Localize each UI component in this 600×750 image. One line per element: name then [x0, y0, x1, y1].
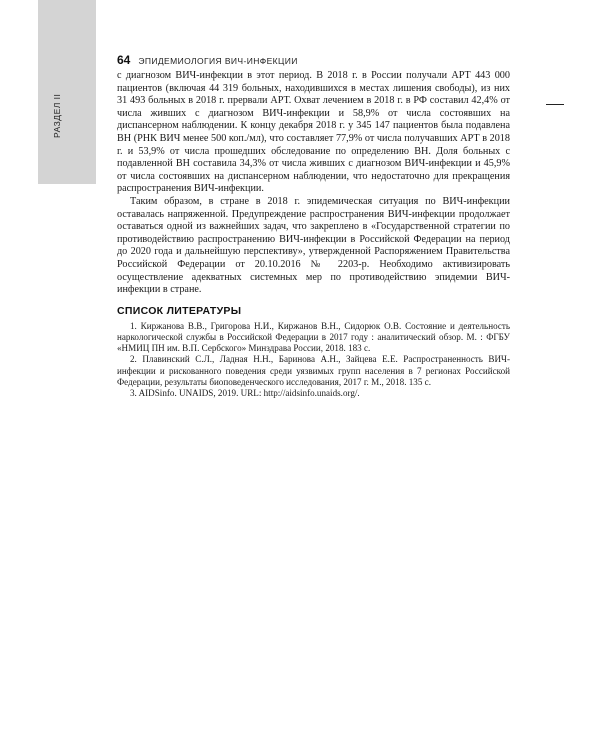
- reference-item: 1. Киржанова В.В., Григорова Н.И., Киржанов В.Н., Сидорюк О.В. Состояние и деятельность наркологической службы в Российской Федерации в 2017 году : аналитический обзор. М. : ФГБУ «НМИЦ ПН им. В.П. Сербского» Минздрава России, 2018. 183 с.: [117, 320, 510, 354]
- references-list: [117, 321, 510, 399]
- running-header: [117, 53, 298, 67]
- page-number: 64: [117, 53, 131, 67]
- page-content: [117, 70, 510, 399]
- references-heading: СПИСОК ЛИТЕРАТУРЫ: [117, 304, 242, 317]
- section-label: РАЗДЕЛ II: [52, 93, 62, 138]
- reference-item: 2. Плавинский С.Л., Ладная Н.Н., Баринова А.Н., Зайцева Е.Е. Распространенность ВИЧ-инфекции и рискованного поведения среди уязвимых групп населения в 7 регионах Российской Федерации, результаты биоповеденческого исследования, 2017 г. М., 2018. 135 с.: [117, 354, 510, 387]
- section-side-tab: [38, 0, 96, 184]
- body-paragraph: с диагнозом ВИЧ-инфекции в этот период. В 2018 г. в России получали АРТ 443 000 пациентов (включая 44 319 больных, находившихся в местах лишения свободы), из них 31 493 больных в 2018 г. прервали АРТ. Охват лечением в 2018 г. в РФ составил 42,4% от числа живших с диагнозом ВИЧ-инфекции и 58,9% от числа состоявших на диспансерном наблюдении. К концу декабря 2018 г. у 345 147 пациентов была подавлена ВН (РНК ВИЧ менее 500 коп./мл), что составляет 77,9% от числа получавших АРТ в 2018 г. и 53,9% от числа прошедших обследование по определению ВН. Доля больных с подавленной ВН составила 34,3% от числа живших с диагнозом ВИЧ-инфекции и 45,9% от числа состоявших на диспансерном наблюдении, что недостаточно для прекращения распространения ВИЧ-инфекции.: [117, 70, 510, 195]
- running-title: ЭПИДЕМИОЛОГИЯ ВИЧ-ИНФЕКЦИИ: [138, 56, 298, 66]
- body-paragraph: Таким образом, в стране в 2018 г. эпидемическая ситуация по ВИЧ-инфекции оставалась напряженной. Предупреждение распространения ВИЧ-инфекции продолжает оставаться одной из важнейших задач, что закреплено в «Государственной стратегии по противодействию распространению ВИЧ-инфекции в Российской Федерации на период до 2020 года и дальнейшую перспективу», утвержденной Распоряжением Правительства Российской Федерации от 20.10.2016 № 2203-р. Необходимо активизировать осуществление адекватных системных мер по противодействию эпидемии ВИЧ-инфекции в стране.: [117, 195, 510, 296]
- reference-item: 3. AIDSinfo. UNAIDS, 2019. URL: http://aidsinfo.unaids.org/.: [130, 387, 360, 398]
- margin-divider: [546, 104, 564, 105]
